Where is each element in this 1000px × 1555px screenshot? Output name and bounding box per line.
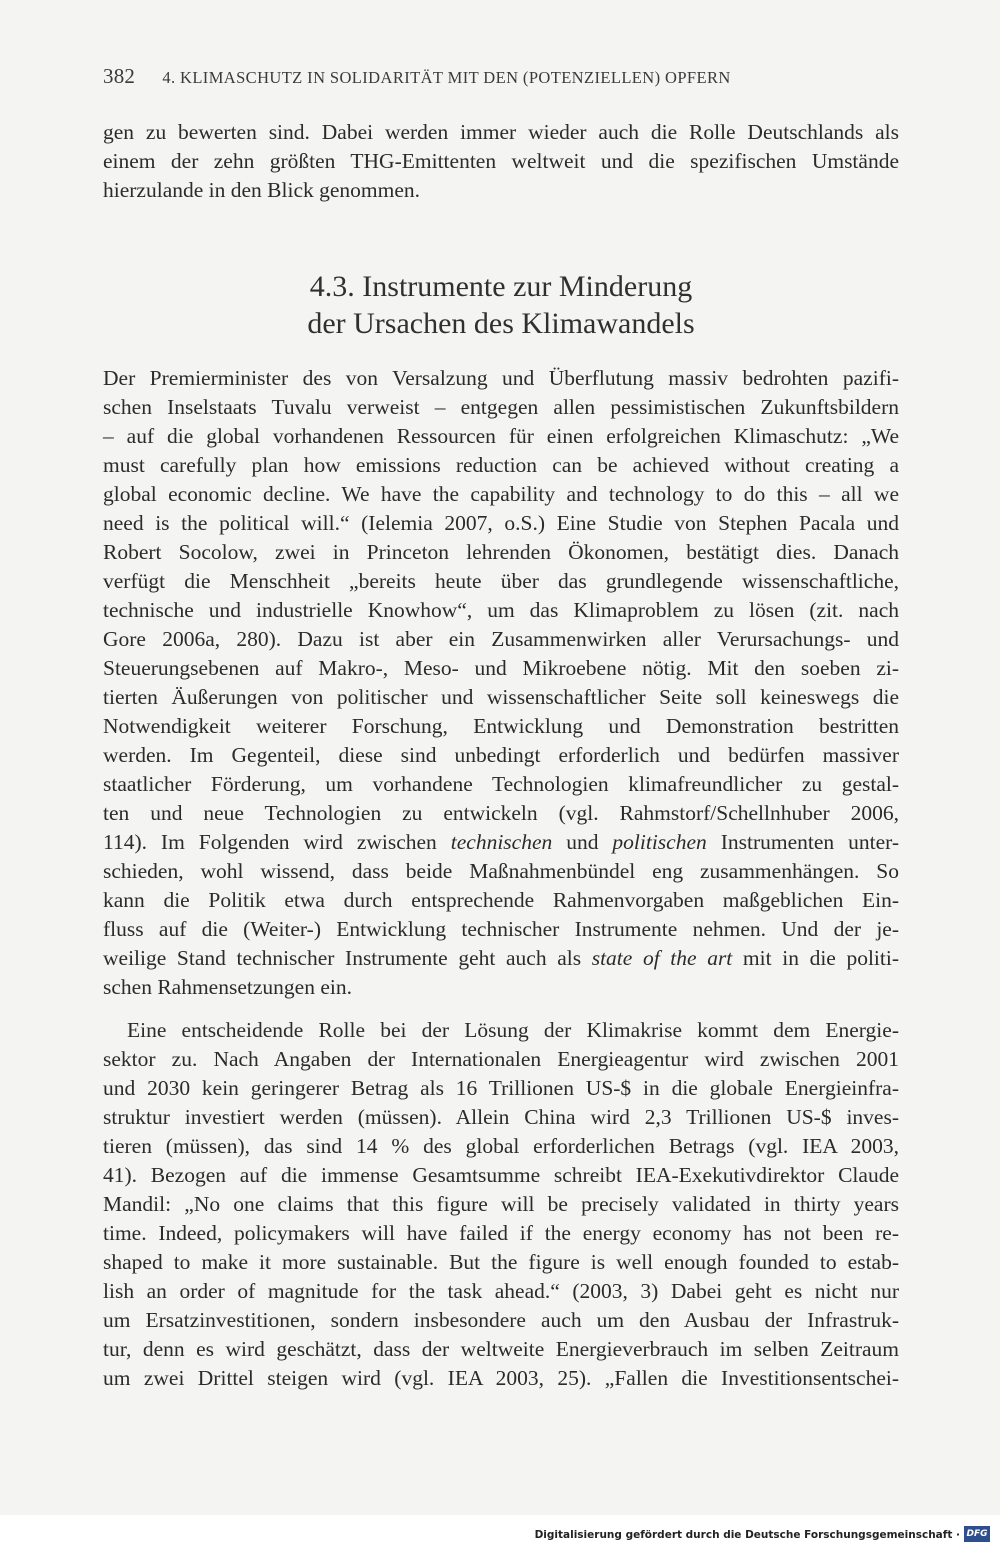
text-line: sektor zu. Nach Angaben der Internationalen Energieagentur wird zwischen 2001 [103, 1047, 899, 1071]
italic-term: technischen [450, 830, 553, 854]
section-heading-line1: 4.3. Instrumente zur Minderung [309, 270, 693, 303]
paragraph-1 [103, 364, 899, 1002]
text-line: Notwendigkeit weiterer Forschung, Entwicklung und Demonstration bestritten [103, 714, 899, 738]
paragraph-2 [103, 1016, 899, 1393]
page-number: 382 [103, 64, 136, 88]
text-line: staatlicher Förderung, um vorhandene Technologien klimafreundlicher zu gestal- [103, 772, 899, 796]
text-line: Mandil: „No one claims that this figure will be precisely validated in thirty years [103, 1192, 899, 1216]
text-line: struktur investiert werden (müssen). Allein China wird 2,3 Trillionen US-$ inves- [103, 1105, 899, 1129]
text-line: global economic decline. We have the capability and technology to do this – all we [103, 482, 899, 506]
text-line: must carefully plan how emissions reduction can be achieved without creating a [103, 453, 899, 477]
italic-term: politischen [612, 830, 707, 854]
text-line: technische und industrielle Knowhow“, um das Klimaproblem zu lösen (zit. nach [103, 598, 899, 622]
text-line: kann die Politik etwa durch entsprechende Rahmenvorgaben maßgeblichen Ein- [103, 888, 899, 912]
text-line: gen zu bewerten sind. Dabei werden immer wieder auch die Rolle Deutschlands als [103, 120, 899, 144]
text-line: schen Rahmensetzungen ein. [103, 975, 352, 999]
text-line: schieden, wohl wissend, dass beide Maßnahmenbündel eng zusammenhängen. So [103, 859, 899, 883]
text-line: need is the political will.“ (Ielemia 2007, o.S.) Eine Studie von Stephen Pacala und [103, 511, 899, 535]
text-line: hierzulande in den Blick genommen. [103, 178, 421, 202]
text-line: ten und neue Technologien zu entwickeln (vgl. Rahmstorf/Schellnhuber 2006, [103, 801, 899, 825]
section-heading [103, 268, 899, 342]
text-line: Gore 2006a, 280). Dazu ist aber ein Zusammenwirken aller Verursachungs- und [103, 627, 899, 651]
text-line: tieren (müssen), das sind 14 % des global erforderlichen Betrags (vgl. IEA 2003, [103, 1134, 899, 1158]
text-run: 114). Im Folgenden wird zwischen [103, 830, 451, 854]
text-line: um zwei Drittel steigen wird (vgl. IEA 2003, 25). „Fallen die Investitionsentschei- [103, 1366, 899, 1390]
italic-term: state of the art [591, 946, 733, 970]
text-line: 41). Bezogen auf die immense Gesamtsumme schreibt IEA-Exekutivdirektor Claude [103, 1163, 899, 1187]
text-line: – auf die global vorhandenen Ressourcen für einen erfolgreichen Klimaschutz: „We [103, 424, 899, 448]
text-line: Robert Socolow, zwei in Princeton lehrenden Ökonomen, bestätigt dies. Danach [103, 540, 899, 564]
dfg-logo: DFG [964, 1526, 990, 1542]
text-line: lish an order of magnitude for the task ahead.“ (2003, 3) Dabei geht es nicht nur [103, 1279, 899, 1303]
text-line: tur, denn es wird geschätzt, dass der weltweite Energieverbrauch im selben Zeitraum [103, 1337, 899, 1361]
text-line: und 2030 kein geringerer Betrag als 16 Trillionen US-$ in die globale Energieinfra- [103, 1076, 899, 1100]
digitization-footer [0, 1515, 1000, 1555]
text-line: Steuerungsebenen auf Makro-, Meso- und Mikroebene nötig. Mit den soeben zi- [103, 656, 899, 680]
text-line: Eine entscheidende Rolle bei der Lösung der Klimakrise kommt dem Energie- [127, 1018, 899, 1042]
section-heading-line2: der Ursachen des Klimawandels [307, 307, 695, 340]
chapter-title: 4. KLIMASCHUTZ IN SOLIDARITÄT MIT DEN (POTENZIELLEN) OPFERN [162, 68, 731, 87]
text-line: schen Inselstaats Tuvalu verweist – entgegen allen pessimistischen Zukunftsbildern [103, 395, 899, 419]
intro-paragraph [103, 118, 899, 205]
text-run: und [552, 830, 613, 854]
funding-notice: Digitalisierung gefördert durch die Deutsche Forschungsgemeinschaft · [534, 1529, 960, 1541]
text-line: time. Indeed, policymakers will have failed if the energy economy has not been re- [103, 1221, 899, 1245]
text-run: weilige Stand technischer Instrumente geht auch als [103, 946, 592, 970]
text-line: um Ersatzinvestitionen, sondern insbesondere auch um den Ausbau der Infrastruk- [103, 1308, 899, 1332]
text-run: mit in die politi- [732, 946, 900, 970]
text-line: einem der zehn größten THG-Emittenten weltweit und die spezifischen Umstände [103, 149, 899, 173]
text-run: Instrumenten unter- [706, 830, 899, 854]
running-head [103, 64, 903, 89]
text-line: werden. Im Gegenteil, diese sind unbedingt erforderlich und bedürfen massiver [103, 743, 899, 767]
text-line [103, 944, 899, 973]
text-line: tierten Äußerungen von politischer und wissenschaftlicher Seite soll keineswegs die [103, 685, 899, 709]
text-line: shaped to make it more sustainable. But the figure is well enough founded to estab- [103, 1250, 899, 1274]
text-line: Der Premierminister des von Versalzung und Überflutung massiv bedrohten pazifi- [103, 366, 899, 390]
text-line [103, 828, 899, 857]
text-line: verfügt die Menschheit „bereits heute über das grundlegende wissenschaftliche, [103, 569, 899, 593]
text-line: fluss auf die (Weiter-) Entwicklung technischer Instrumente nehmen. Und der je- [103, 917, 899, 941]
